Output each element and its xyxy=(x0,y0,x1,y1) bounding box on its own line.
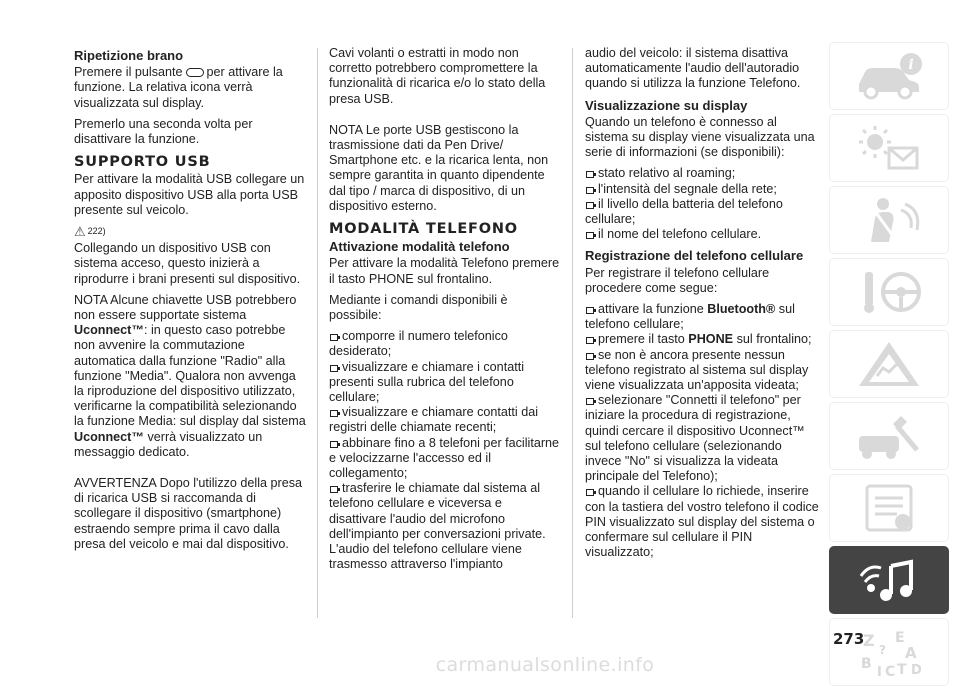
bullet-list xyxy=(329,329,561,572)
tab-starting-driving[interactable] xyxy=(829,258,949,326)
list-item-text: se non è ancora presente nessun telefono registrato al sistema sul display viene visualizzata un'apposita videata; xyxy=(585,347,809,393)
paragraph: Per registrare il telefono cellulare procedere come segue: xyxy=(585,265,770,295)
paragraph: Premerlo una seconda volta per disattivare la funzione. xyxy=(74,116,253,147)
brand-uconnect: Uconnect™ xyxy=(74,429,144,444)
list-item-text: l'intensità del segnale della rete; xyxy=(598,181,777,196)
list-item xyxy=(585,227,821,242)
text: Premere il pulsante xyxy=(74,65,183,80)
heading-visualizzazione: Visualizzazione su display xyxy=(585,97,748,113)
paragraph: NOTA Le porte USB gestiscono la trasmissione dati da Pen Drive/ Smartphone etc. e la ricarica lenta, non sempre garantita in quanto dipendente dal tipo / marca di dispositivo, di un dispositivo esterno. xyxy=(329,122,549,213)
tab-technical-data[interactable] xyxy=(829,474,949,542)
list-item-text: il nome del telefono cellulare. xyxy=(598,227,762,242)
list-item xyxy=(585,393,821,484)
technical-data-icon xyxy=(849,480,929,536)
warning-reference xyxy=(74,224,106,239)
list-item-text: il livello della batteria del telefono cellulare; xyxy=(585,196,783,227)
svg-text:B: B xyxy=(861,656,872,672)
bullet-icon xyxy=(586,398,594,405)
bullet-icon xyxy=(330,365,338,372)
list-item xyxy=(585,182,821,197)
paragraph xyxy=(74,65,306,111)
column-divider xyxy=(317,48,318,618)
list-item xyxy=(585,197,821,227)
text: sul frontalino; xyxy=(736,332,812,347)
tab-lights-warnings[interactable] xyxy=(829,114,949,182)
bluetooth-label: Bluetooth® xyxy=(707,302,776,317)
multimedia-music-icon xyxy=(849,552,929,608)
bullet-icon xyxy=(586,187,594,194)
bullet-icon xyxy=(330,486,338,493)
maintenance-tools-icon xyxy=(849,408,929,464)
list-item-text: abbinare fino a 8 telefoni per facilitarne e velocizzarne l'accesso ed il collegamento; xyxy=(329,435,560,481)
heading-ripetizione: Ripetizione brano xyxy=(74,48,184,63)
heading-attivazione: Attivazione modalità telefono xyxy=(329,239,510,255)
steering-wheel-key-icon xyxy=(849,264,929,320)
svg-text:i: i xyxy=(908,57,914,73)
list-item xyxy=(329,481,561,572)
list-item xyxy=(585,166,821,181)
bullet-icon xyxy=(586,202,594,209)
text: sul telefono cellulare; xyxy=(585,302,795,332)
seatbelt-safety-icon xyxy=(849,192,929,248)
text: premere il tasto xyxy=(598,332,685,347)
page-number: 273 xyxy=(833,630,865,648)
list-item xyxy=(329,405,561,435)
column-3 xyxy=(585,46,821,561)
list-item xyxy=(585,332,821,347)
bullet-icon xyxy=(586,337,594,344)
bullet-icon xyxy=(586,171,594,178)
warning-lights-icon xyxy=(849,120,929,176)
heading-supporto-usb: SUPPORTO USB xyxy=(74,154,211,171)
column-2 xyxy=(329,46,561,573)
paragraph: Mediante i comandi disponibili è possibile: xyxy=(329,292,508,323)
column-divider xyxy=(572,48,573,618)
bullet-icon xyxy=(586,489,594,496)
list-item xyxy=(329,329,561,359)
text: attivare la funzione xyxy=(598,302,704,317)
svg-text:I: I xyxy=(877,665,882,680)
bullet-icon xyxy=(586,307,594,314)
heading-registrazione: Registrazione del telefono cellulare xyxy=(585,248,804,264)
brand-uconnect: Uconnect™ xyxy=(74,323,144,338)
paragraph: Cavi volanti o estratti in modo non corretto potrebbero compromettere la funzionalità di ricarica e/o lo stato della presa USB. xyxy=(329,46,546,106)
list-item xyxy=(585,348,821,394)
svg-text:E: E xyxy=(895,630,905,646)
svg-text:T: T xyxy=(897,662,907,678)
paragraph: audio del veicolo: il sistema disattiva automaticamente l'audio dell'autoradio quando si utilizza la funzione Telefono. xyxy=(585,46,801,91)
svg-text:?: ? xyxy=(879,643,886,657)
heading-modalita-telefono: MODALITÀ TELEFONO xyxy=(329,221,518,238)
paragraph: Per attivare la modalità USB collegare un apposito dispositivo USB alla porta USB presente sul veicolo. xyxy=(74,172,305,217)
list-item-text: visualizzare e chiamare contatti dai registri delle chiamate recenti; xyxy=(329,405,538,435)
bullet-icon xyxy=(586,232,594,239)
bullet-list xyxy=(585,302,821,560)
paragraph: Collegando un dispositivo USB con sistema acceso, questo inizierà a riprodurre i brani presenti sul dispositivo. xyxy=(74,241,301,286)
paragraph: Per attivare la modalità Telefono premere il tasto PHONE sul frontalino. xyxy=(329,256,560,286)
text: : in questo caso potrebbe non avvenire la commutazione automatica dalla funzione "Radio" alla funzione "Media". Qualora non avvenga la riproduzione del dispositivo utilizzato, verificarne la compatibilità selezionando la funzione Media: sul display dal sistema xyxy=(74,323,306,429)
list-item-text: quando il cellulare lo richiede, inserire con la tastiera del vostro telefono il codice PIN visualizzato sul display del sistema o confermare sul cellulare il PIN visualizzato; xyxy=(585,484,819,560)
list-item-text: visualizzare e chiamare i contatti presenti sulla rubrica del telefono cellulare; xyxy=(329,359,524,405)
tab-safety[interactable] xyxy=(829,186,949,254)
column-1 xyxy=(74,46,306,558)
svg-text:C: C xyxy=(885,664,896,680)
emergency-triangle-icon xyxy=(849,336,929,392)
list-item-text: comporre il numero telefonico desiderato; xyxy=(329,329,508,359)
warning-number: 222) xyxy=(87,226,106,237)
list-item xyxy=(329,360,561,406)
list-item-text: trasferire le chiamate dal sistema al telefono cellulare e viceversa e disattivare l'audio del microfono dell'impianto per conversazioni private. L'audio del telefono cellulare viene trasmesso attraverso l'impianto xyxy=(329,481,546,572)
repeat-button-icon xyxy=(186,68,204,77)
bullet-icon xyxy=(330,334,338,341)
watermark: carmanualsonline.info xyxy=(435,654,655,676)
text: verrà visualizzato un messaggio dedicato. xyxy=(74,429,263,459)
bullet-list xyxy=(585,166,821,242)
bullet-icon xyxy=(330,441,338,448)
tab-multimedia[interactable] xyxy=(829,546,949,614)
tab-car-info[interactable] xyxy=(829,42,949,110)
car-info-icon xyxy=(849,48,929,104)
tab-emergency[interactable] xyxy=(829,330,949,398)
svg-text:A: A xyxy=(905,644,917,662)
list-item xyxy=(585,302,821,332)
warning-icon: ⚠ xyxy=(74,224,86,240)
bullet-icon xyxy=(330,410,338,417)
tab-maintenance[interactable] xyxy=(829,402,949,470)
list-item xyxy=(585,484,821,560)
svg-text:Z: Z xyxy=(863,631,875,650)
chapter-sidebar xyxy=(829,42,949,690)
bullet-icon xyxy=(586,353,594,360)
paragraph: AVVERTENZA Dopo l'utilizzo della presa di ricarica USB si raccomanda di scollegare il dispositivo (smartphone) estraendo sempre prima il cavo dalla presa del veicolo e mai dal dispositivo. xyxy=(74,476,303,551)
list-item xyxy=(329,436,561,482)
paragraph xyxy=(74,293,306,460)
paragraph: Quando un telefono è connesso al sistema su display viene visualizzata una serie di informazioni (se disponibili): xyxy=(585,114,815,160)
svg-text:D: D xyxy=(911,663,922,678)
text: NOTA Alcune chiavette USB potrebbero non essere supportate sistema xyxy=(74,292,297,323)
list-item-text: stato relativo al roaming; xyxy=(598,166,736,181)
text: per attivare la funzione. La relativa icona verrà visualizzata sul display. xyxy=(74,65,283,110)
phone-key-label: PHONE xyxy=(688,332,734,347)
list-item-text: selezionare "Connetti il telefono" per iniziare la procedura di registrazione, quindi cercare il dispositivo Uconnect™ sul telefono cellulare (selezionando invece "No" si visualizza la videata principale del Telefono); xyxy=(585,393,805,484)
